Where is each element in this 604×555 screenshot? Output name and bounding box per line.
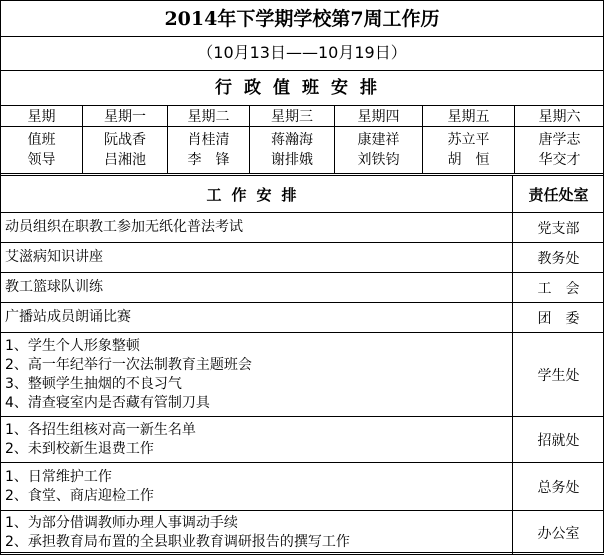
task-cell	[1, 463, 513, 511]
day-cell: 星期	[1, 106, 83, 127]
dept-cell: 团 委	[513, 303, 604, 333]
dept-cell: 教务处	[513, 243, 604, 273]
duty-name: 肖桂清	[168, 130, 249, 150]
table-row	[1, 303, 604, 333]
day-cell: 星期三	[250, 106, 335, 127]
duty-name: 康建祥	[335, 130, 422, 150]
task-cell	[1, 273, 513, 303]
task-line: 3、整顿学生抽烟的不良习气	[5, 375, 512, 394]
task-cell	[1, 213, 513, 243]
day-cell: 星期二	[168, 106, 250, 127]
duty-name: 唐学志	[515, 130, 604, 150]
duty-day-row	[1, 106, 604, 127]
task-line: 2、承担教育局布置的全县职业教育调研报告的撰写工作	[5, 533, 512, 552]
task-line: 2、食堂、商店迎检工作	[5, 487, 512, 506]
duty-names-cell	[83, 127, 168, 174]
duty-names-cell	[168, 127, 250, 174]
task-line: 4、清查寝室内是否藏有管制刀具	[5, 394, 512, 413]
task-line: 教工篮球队训练	[5, 278, 512, 297]
duty-names-cell	[515, 127, 604, 174]
day-cell: 星期一	[83, 106, 168, 127]
duty-section-title: 行政值班安排	[0, 72, 604, 104]
task-line: 2、高一年纪举行一次法制教育主题班会	[5, 356, 512, 375]
dept-cell: 办公室	[513, 511, 604, 555]
table-row	[1, 243, 604, 273]
duty-table	[0, 105, 604, 174]
dept-cell: 招就处	[513, 417, 604, 463]
day-cell: 星期六	[515, 106, 604, 127]
dept-cell: 学生处	[513, 333, 604, 417]
duty-name: 吕湘池	[83, 150, 167, 170]
dept-cell: 党支部	[513, 213, 604, 243]
table-row	[1, 273, 604, 303]
dept-cell: 总务处	[513, 463, 604, 511]
task-line: 动员组织在职教工参加无纸化普法考试	[5, 218, 512, 237]
task-line: 2、未到校新生退费工作	[5, 440, 512, 459]
duty-name: 蒋瀚海	[250, 130, 334, 150]
duty-name: 华交才	[515, 150, 604, 170]
day-cell: 星期四	[335, 106, 423, 127]
table-row	[1, 511, 604, 555]
duty-name: 苏立平	[423, 130, 514, 150]
table-row	[1, 463, 604, 511]
work-table	[0, 175, 604, 555]
duty-names-cell	[250, 127, 335, 174]
task-cell	[1, 243, 513, 273]
work-header-task: 工作安排	[1, 176, 513, 213]
task-line: 广播站成员朗诵比赛	[5, 308, 512, 327]
task-cell	[1, 417, 513, 463]
duty-name: 值班	[1, 130, 82, 150]
divider	[0, 36, 604, 37]
task-cell	[1, 511, 513, 555]
table-row	[1, 417, 604, 463]
task-cell	[1, 333, 513, 417]
duty-name: 领导	[1, 150, 82, 170]
task-line: 1、日常维护工作	[5, 468, 512, 487]
duty-name: 胡 恒	[423, 150, 514, 170]
duty-names-cell	[1, 127, 83, 174]
duty-name: 谢排娥	[250, 150, 334, 170]
task-line: 艾滋病知识讲座	[5, 248, 512, 267]
duty-name: 阮战香	[83, 130, 167, 150]
date-range: （10月13日——10月19日）	[0, 38, 604, 68]
table-row	[1, 213, 604, 243]
divider	[0, 70, 604, 71]
dept-cell: 工 会	[513, 273, 604, 303]
duty-names-row	[1, 127, 604, 174]
duty-name: 刘铁钧	[335, 150, 422, 170]
task-line: 1、学生个人形象整顿	[5, 337, 512, 356]
duty-names-cell	[423, 127, 515, 174]
task-cell	[1, 303, 513, 333]
page-title: 2014年下学期学校第7周工作历	[0, 2, 604, 36]
task-line: 1、各招生组核对高一新生名单	[5, 421, 512, 440]
work-header-row	[1, 176, 604, 213]
task-line: 1、为部分借调教师办理人事调动手续	[5, 514, 512, 533]
duty-names-cell	[335, 127, 423, 174]
work-header-dept: 责任处室	[513, 176, 604, 213]
duty-name: 李 锋	[168, 150, 249, 170]
table-row	[1, 333, 604, 417]
day-cell: 星期五	[423, 106, 515, 127]
